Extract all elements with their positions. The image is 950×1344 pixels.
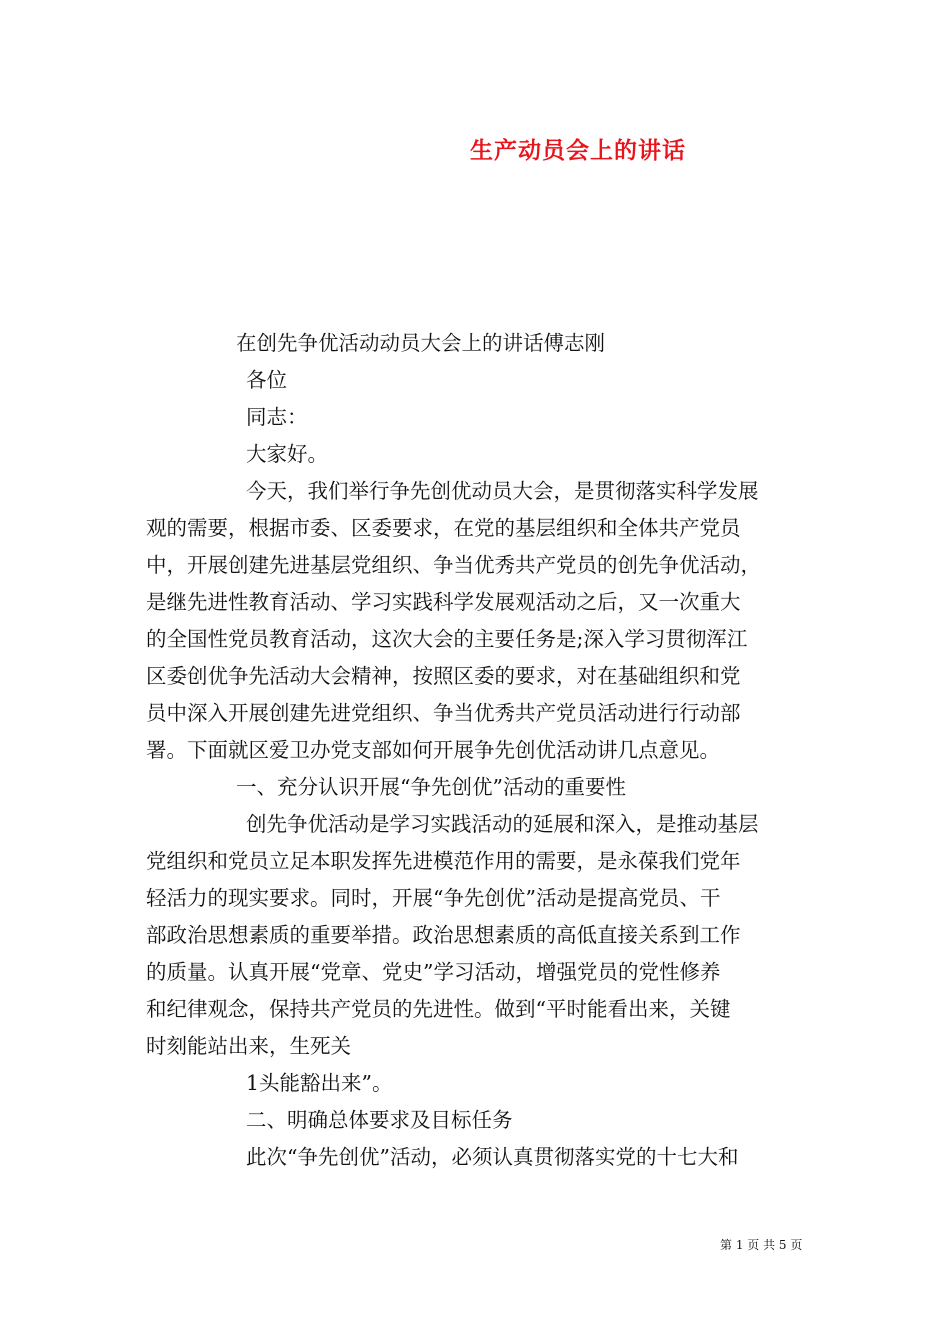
paragraph-line: 和纪律观念，保持共产党员的先进性。做到“平时能看出来，关键 [146, 997, 731, 1021]
section-heading: 二、明确总体要求及目标任务 [246, 1108, 513, 1132]
salutation-line: 同志： [246, 405, 308, 429]
paragraph-line: 创先争优活动是学习实践活动的延展和深入，是推动基层 [246, 812, 759, 836]
paragraph-line: 今天，我们举行争先创优动员大会，是贯彻落实科学发展 [246, 479, 759, 503]
paragraph-line: 中，开展创建先进基层党组织、争当优秀共产党员的创先争优活动， [146, 553, 761, 577]
document-title: 生产动员会上的讲话 [470, 137, 686, 164]
document-body [146, 325, 806, 1176]
paragraph-line: 时刻能站出来，生死关 [146, 1034, 351, 1058]
paragraph-line: 是继先进性教育活动、学习实践科学发展观活动之后，又一次重大 [146, 590, 741, 614]
page-number: 第 1 页 共 5 页 [720, 1238, 803, 1252]
paragraph-line: 的全国性党员教育活动，这次大会的主要任务是;深入学习贯彻浑江 [146, 627, 748, 651]
greeting-line: 大家好。 [246, 442, 328, 466]
paragraph-line: 轻活力的现实要求。同时，开展“争先创优”活动是提高党员、干 [146, 886, 721, 910]
paragraph-line: 部政治思想素质的重要举措。政治思想素质的高低直接关系到工作 [146, 923, 741, 947]
paragraph-line: 此次“争先创优”活动，必须认真贯彻落实党的十七大和 [246, 1145, 739, 1169]
paragraph-line: 区委创优争先活动大会精神，按照区委的要求，对在基础组织和党 [146, 664, 741, 688]
paragraph-line: 员中深入开展创建先进党组织、争当优秀共产党员活动进行行动部 [146, 701, 741, 725]
salutation-line: 各位 [246, 368, 287, 392]
section-heading: 一、充分认识开展“争先创优”活动的重要性 [236, 775, 626, 799]
paragraph-line: 的质量。认真开展“党章、党史”学习活动，增强党员的党性修养 [146, 960, 721, 984]
paragraph-line: 署。下面就区爱卫办党支部如何开展争先创优活动讲几点意见。 [146, 738, 720, 762]
paragraph-line: 1头能豁出来”。 [246, 1071, 393, 1095]
paragraph-line: 观的需要，根据市委、区委要求，在党的基层组织和全体共产党员 [146, 516, 741, 540]
speech-heading: 在创先争优活动动员大会上的讲话傅志刚 [236, 331, 605, 355]
paragraph-line: 党组织和党员立足本职发挥先进模范作用的需要，是永葆我们党年 [146, 849, 741, 873]
